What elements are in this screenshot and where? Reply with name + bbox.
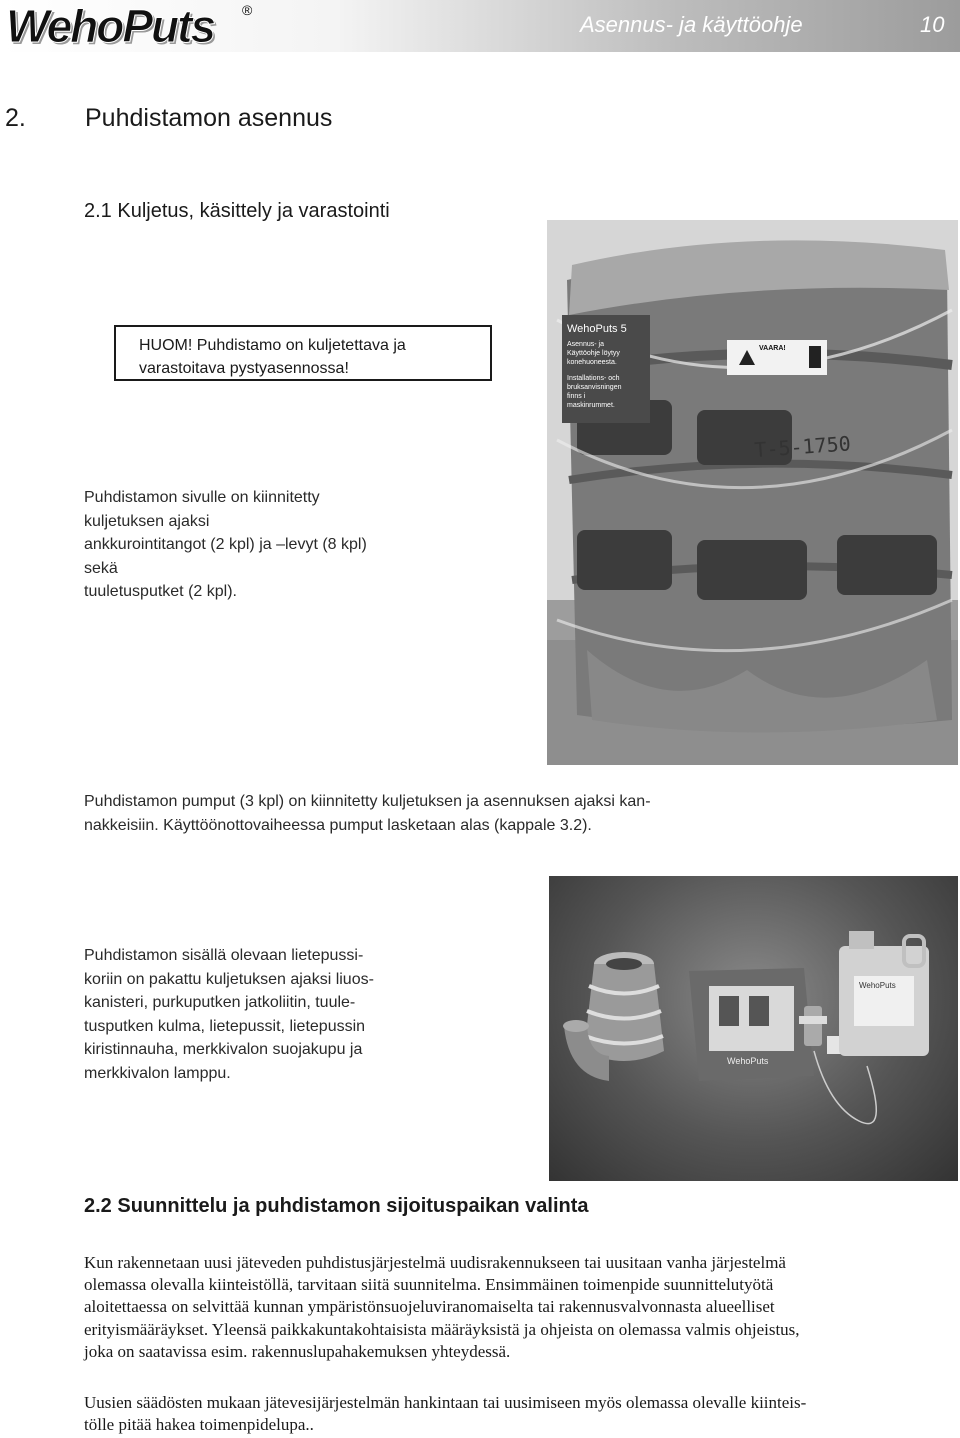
text-line: tölle pitää hakea toimenpidelupa.. [84, 1415, 314, 1435]
text-line: kanisteri, purkuputken jatkoliitin, tuule- [84, 994, 356, 1011]
notice-line: varastoitava pystyasennossa! [139, 360, 349, 377]
label-line: maskinrummet. [567, 402, 615, 409]
subsection-heading-2-2: 2.2 Suunnittelu ja puhdistamon sijoituspaikan valinta [84, 1195, 589, 1217]
label-brand: WehoPuts 5 [567, 323, 627, 335]
paragraph-planning [84, 1252, 884, 1363]
section-number: 2. [5, 104, 26, 132]
document-title: Asennus- ja käyttöohje [580, 12, 803, 37]
label-line: Asennus- ja [567, 341, 604, 348]
subsection-heading-2-1: 2.1 Kuljetus, käsittely ja varastointi [84, 200, 390, 222]
brand-logo: WehoPuts [6, 0, 215, 52]
section-title: Puhdistamon asennus [85, 104, 333, 132]
accessories-photo [549, 876, 958, 1181]
label-line: konehuoneesta. [567, 359, 617, 366]
text-line: Puhdistamon sisällä olevaan lietepussi- [84, 947, 364, 964]
text-line: tusputken kulma, lietepussit, lietepussin [84, 1017, 366, 1035]
text-line: nakkeisiin. Käyttöönottovaiheessa pumput lasketaan alas (kappale 3.2). [84, 816, 592, 834]
text-line: olemassa olevalla kiinteistöllä, tarvitaan siitä suunnitelma. Ensimmäinen toimenpide suunnittelutyötä [84, 1275, 774, 1295]
section-heading [5, 104, 332, 133]
bag-brand: WehoPuts [727, 1056, 769, 1066]
paragraph-permit [84, 1392, 884, 1436]
page-number: 10 [920, 12, 945, 37]
text-line: ankkurointitangot (2 kpl) ja –levyt (8 kpl) sekä [84, 536, 367, 577]
text-line: aloitettaessa on selvittää kunnan ympäristönsuojeluviranomaiselta tai rakennusvalvonnasta alueelliset [84, 1297, 775, 1317]
text-line: Puhdistamon sivulle on kiinnitetty kuljetuksen ajaksi [84, 489, 320, 530]
notice-line: HUOM! Puhdistamo on kuljetettava ja [139, 337, 406, 354]
label-line: Käyttöohje löytyy [567, 350, 620, 357]
text-line: tuuletusputket (2 kpl). [84, 583, 237, 600]
label-line: bruksanvisningen [567, 384, 622, 391]
paragraph-accessories [84, 944, 424, 1085]
paragraph-pumps [84, 790, 744, 837]
paragraph-anchoring [84, 486, 384, 604]
registered-mark: ® [242, 2, 253, 18]
text-line: Uusien säädösten mukaan jätevesijärjestelmän hankintaan tai uusimiseen myös olemassa olevalle kiinteis- [84, 1393, 807, 1412]
text-line: joka on saatavissa esim. rakennuslupahakemuksen yhteydessä. [84, 1341, 511, 1361]
text-line: Puhdistamon pumput (3 kpl) on kiinnitetty kuljetuksen ja asennuksen ajaksi kan- [84, 793, 651, 810]
warning-title: VAARA! [759, 345, 786, 352]
this-way-up-icon [809, 346, 821, 368]
text-line: koriin on pakattu kuljetuksen ajaksi liuos- [84, 970, 374, 988]
text-line: merkkivalon lamppu. [84, 1064, 231, 1082]
canister-brand: WehoPuts [859, 981, 896, 990]
notice-box [114, 325, 492, 381]
handwritten-code: T-5-1750 [753, 431, 852, 462]
text-line: Kun rakennetaan uusi jäteveden puhdistusjärjestelmä uudisrakennukseen tai uusitaan vanha järjestelmä [84, 1253, 786, 1272]
label-line: finns i [567, 393, 586, 400]
text-line: erityismääräykset. Yleensä paikkakuntakohtaisista määräyksistä ja ohjeista on olemassa valmis ohjeistus, [84, 1319, 800, 1339]
tank-photo [547, 220, 958, 765]
text-line: kiristinnauha, merkkivalon suojakupu ja [84, 1041, 363, 1058]
label-line: Installations- och [567, 375, 620, 382]
